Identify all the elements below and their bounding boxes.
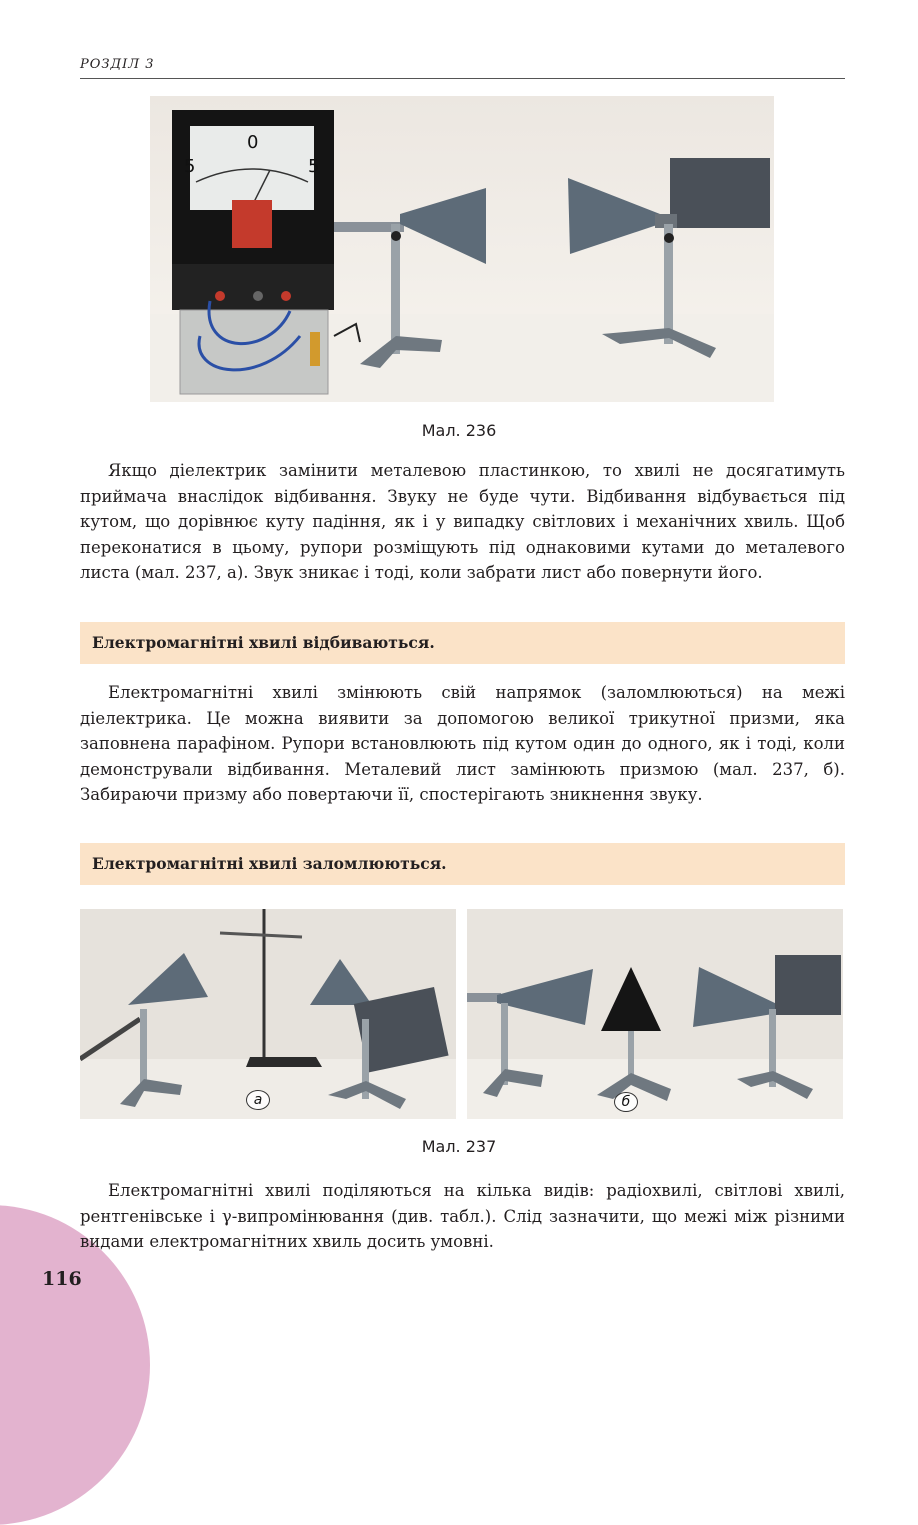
figure-236-caption: Мал. 236	[421, 421, 497, 440]
paragraph-wave-types: Електромагнітні хвилі поділяються на кілька видів: радіохвилі, світлові хвилі, рентгенівське і γ-випромінювання (див. табл.). Слід зазначити, що межі між різними видами електромагнітних хвиль досить умовні.	[80, 1181, 845, 1251]
figure-236-photo	[150, 96, 774, 402]
figure-237-caption: Мал. 237	[421, 1137, 497, 1156]
figure-237b-photo	[467, 909, 843, 1119]
rule-box-reflection: Електромагнітні хвилі відбиваються.	[80, 622, 845, 664]
paragraph-reflection: Якщо діелектрик замінити металевою пластинкою, то хвилі не досягатимуть приймача внаслідок відбивання. Звуку не буде чути. Відбивання відбувається під кутом, що дорівнює куту падіння, як і у випадку світлових і механічних хвиль. Щоб переконатися в цьому, рупори розміщують під однаковими кутами до металевого листа (мал. 237, а). Звук зникає і тоді, коли забрати лист або повернути його.	[80, 461, 845, 582]
header-rule	[80, 78, 845, 79]
figure-label-b: б	[614, 1092, 638, 1112]
figure-237a-photo	[80, 909, 456, 1119]
meter-scale-left: 5	[184, 156, 196, 177]
paragraph-refraction: Електромагнітні хвилі змінюють свій напрямок (заломлюються) на межі діелектрика. Це можна виявити за допомогою великої трикутної призми, яка заповнена парафіном. Рупори встановлюють під кутом один до одного, як і тоді, коли демонстрували відбивання. Металевий лист замінюють призмою (мал. 237, б). Забираючи призму або повертаючи її, спостерігають зникнення звуку.	[80, 683, 845, 804]
meter-scale-center: 0	[247, 132, 259, 153]
page-number: 116	[42, 1268, 82, 1290]
figure-label-a: а	[246, 1090, 270, 1110]
rule-box-refraction: Електромагнітні хвилі заломлюються.	[80, 843, 845, 885]
meter-scale-right: 5	[308, 156, 320, 177]
running-head: РОЗДІЛ 3	[80, 57, 155, 72]
